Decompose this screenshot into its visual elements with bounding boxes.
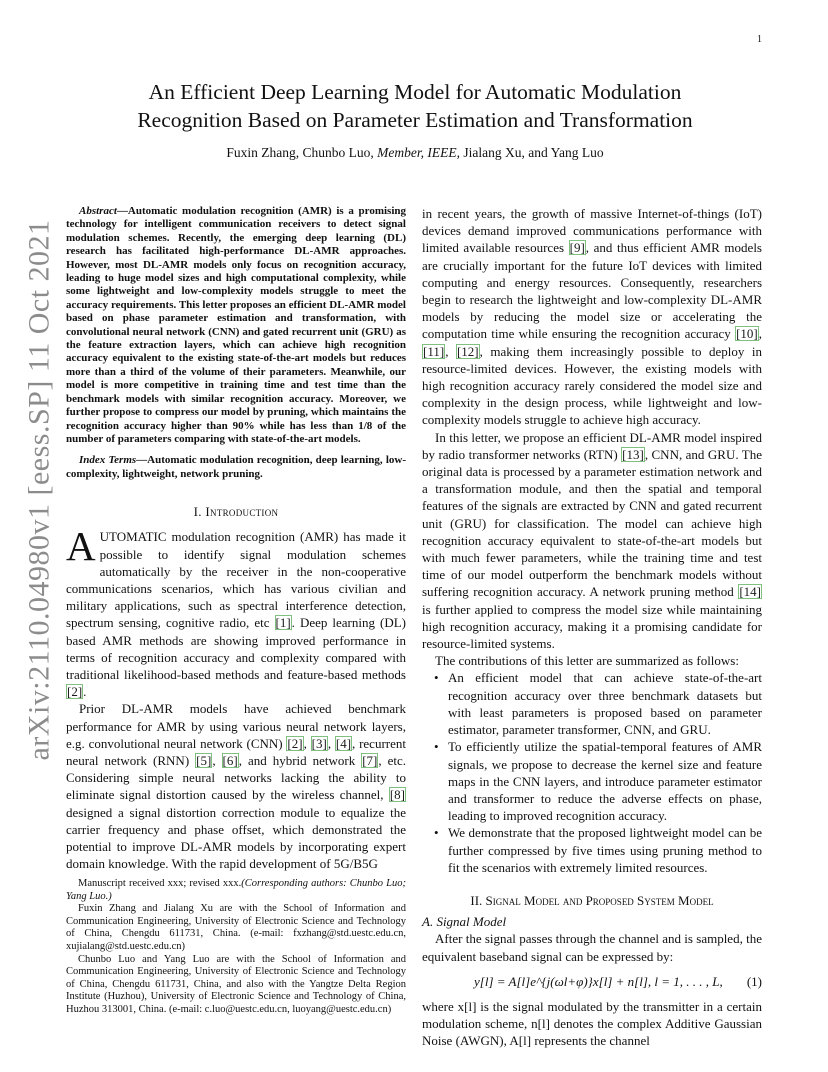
equation-number: (1): [746, 973, 762, 989]
equation-body: y[l] = A[l]e^{j(ωl+φ)}x[l] + n[l], l = 1, . . . , L,: [474, 973, 723, 989]
paragraph-text: Prior DL-AMR models have achieved benchmark performance for AMR by using various neural network layers, e.g. convolutional neural network (CNN): [66, 701, 406, 751]
citation-link[interactable]: [7]: [362, 752, 378, 768]
section-title: Introduction: [205, 504, 279, 520]
section-title: Signal Model and Proposed System Model: [485, 892, 714, 908]
authors-pre: Fuxin Zhang, Chunbo Luo,: [226, 145, 378, 160]
citation-link[interactable]: [2]: [67, 684, 83, 700]
authors-member: Member, IEEE,: [377, 145, 460, 160]
footnote-text: Manuscript received xxx; revised xxx.: [78, 878, 242, 889]
paper-title: [90, 78, 740, 134]
left-column: [66, 205, 406, 872]
index-terms-text: —Automatic modulation recognition, deep learning, low-complexity, lightweight, network pruning.: [66, 454, 406, 480]
section-number: II.: [470, 892, 486, 908]
index-terms: [66, 454, 406, 481]
citation-link[interactable]: [9]: [569, 240, 585, 256]
citation-link[interactable]: [13]: [622, 446, 644, 462]
paragraph-text: , etc. Considering simple neural networks lacking the ability to eliminate signal distortion caused by the wireless channel,: [66, 752, 407, 803]
contribution-item: • We demonstrate that the proposed lightweight model can be further compressed by five times using pruning method to fit the scenarios with extremely limited resources.: [422, 824, 762, 876]
section-heading-system-model: [422, 892, 762, 909]
citation-link[interactable]: [14]: [739, 584, 761, 600]
author-list: [90, 145, 740, 161]
right-paragraph-5: where x[l] is the signal modulated by the transmitter in a certain modulation scheme, n[l] denotes the complex Additive Gaussian Noise (AWGN), A[l] represents the channel: [422, 998, 762, 1049]
paragraph-text: is further applied to compress the model size while maintaining high recognition accuracy, making it a promising candidate for resource-limited systems.: [422, 601, 762, 652]
paragraph-text: , CNN, and GRU. The original data is processed by a parameter estimation network and a transformation module, and then the spatial and temporal features of the signals are extracted by CNN and gated recurrent unit (GRU) for classification. The model can achieve high recognition accuracy equivalent to state-of-the-art models but with much fewer parameters, while the training time and test time of our model outperform the benchmark models without suffering recognition accuracy. A network pruning method: [422, 446, 763, 600]
equation-1: [422, 965, 762, 998]
index-terms-label: Index Terms: [79, 454, 137, 467]
subsection-heading: A. Signal Model: [422, 914, 507, 930]
citation-link[interactable]: [11]: [423, 343, 445, 359]
abstract-text: —Automatic modulation recognition (AMR) is a promising technology for intelligent communication receivers to detect signal modulation schemes. Recently, the emerging deep learning (DL) research has facilitated high-performance DL-AMR approaches. However, most DL-AMR models only focus on recognition accuracy, leading to huge model sizes and high computational complexity, while some lightweight and low-complexity models struggle to meet the accuracy requirements. This letter proposes an efficient DL-AMR model based on phase parameter estimation and transformation, with convolutional neural network (CNN) and gated recurrent unit (GRU) as the feature extraction layers, which can achieve high recognition accuracy equivalent to the existing state-of-the-art models but reduces more than a third of the volume of their parameters. Meanwhile, our model is more competitive in training time and test time than the benchmark models with similar recognition accuracy. Moreover, we further propose to compress our model by pruning, which maintains the recognition accuracy higher than 90% while has less than 1/8 of the number of parameters comparing with state-of-the-art models.: [66, 205, 406, 445]
abstract: [66, 205, 406, 446]
paragraph-text: , and hybrid network: [238, 752, 362, 768]
title-line-1: An Efficient Deep Learning Model for Automatic Modulation: [148, 80, 682, 104]
paragraph-text: , recurrent neural network (RNN): [66, 735, 406, 768]
right-column: [422, 205, 762, 1050]
drop-cap: A: [66, 523, 96, 570]
citation-link[interactable]: [2]: [287, 735, 303, 751]
right-paragraph-3: The contributions of this letter are summarized as follows:: [435, 653, 739, 669]
paragraph-text: .: [83, 684, 87, 700]
paragraph-text: . Deep learning (DL) based AMR methods are showing improved performance in terms of recognition accuracy and complexity compared with traditional likelihood-based methods and feature-based methods: [66, 615, 406, 682]
arxiv-stamp: [10, 219, 70, 761]
citation-link[interactable]: [5]: [196, 752, 212, 768]
paragraph-text: , and thus efficient AMR models are crucially important for the future IoT devices with limited computing and energy resources. Consequently, researchers begin to research the lightweight and low-complexity DL-AMR models by reducing the model size or accelerating the computation time while ensuring the recognition accuracy: [422, 240, 762, 342]
page-number: 1: [757, 34, 762, 45]
contribution-item: • To efficiently utilize the spatial-temporal features of AMR signals, we propose to decrease the kernel size and feature maps in the CNN layers, and introduce parameter estimator and transformer to reduce the adverse effects on phase, leading to improved recognition accuracy.: [422, 738, 762, 824]
section-number: I.: [193, 504, 206, 520]
footnote-3: Chunbo Luo and Yang Luo are with the School of Information and Communication Engineering, University of Electronic Science and Technology of China, Chengdu 611731, China, and also with the Yangtze Delta Region Institute (Huzhou), University of Electronic Science and Technology of China, Huzhou 313001, China. (e-mail: c.luo@uestc.edu.cn, luoyang@uestc.edu.cn): [66, 953, 406, 1015]
footnote-corresponding: (Corresponding authors: Chunbo Luo; Yang Luo.): [66, 878, 406, 902]
citation-link[interactable]: [12]: [456, 343, 479, 359]
footnote-1: [66, 878, 406, 903]
contribution-list: [422, 669, 762, 875]
title-line-2: Recognition Based on Parameter Estimation and Transformation: [137, 108, 693, 132]
citation-link[interactable]: [8]: [389, 787, 405, 803]
section-heading-introduction: [66, 503, 406, 520]
citation-link[interactable]: [1]: [275, 615, 291, 631]
right-paragraph-1: in recent years, the growth of massive Internet-of-things (IoT) devices demand improved communications performance with limited available resources [9], and thus efficient AMR models are crucially important for the future IoT devices with limited computing and energy resources. Consequently, researchers begin to research the lightweight and low-complexity DL-AMR models by reducing the model size or accelerating the computation time while ensuring the recognition accuracy [10], [11], [12], making them increasingly possible to deploy in resource-limited devices. However, the existing models with high recognition accuracy rarely considered the model size and complexity in the design process, while lightweight and low-complexity models struggle to achieve high accuracy.: [422, 206, 763, 428]
citation-link[interactable]: [6]: [222, 752, 238, 768]
authors-post: Jialang Xu, and Yang Luo: [459, 145, 604, 160]
citation-link[interactable]: [3]: [311, 735, 327, 751]
paragraph-text: In this letter, we propose an efficient DL-AMR model inspired by radio transformer networks (RTN): [422, 429, 762, 462]
footnote-2: Fuxin Zhang and Jialang Xu are with the School of Information and Communication Engineering, University of Electronic Science and Technology of China, Chengdu 611731, China. (e-mail: fxzhang@std.uestc.edu.cn, xujialang@std.uestc.edu.cn): [66, 903, 406, 952]
paragraph-text: in recent years, the growth of massive Internet-of-things (IoT) devices demand improved communications performance with limited available resources: [422, 206, 762, 256]
right-paragraph-2: [422, 429, 762, 653]
citation-link[interactable]: [4]: [335, 735, 352, 751]
contribution-item: • An efficient model that can achieve state-of-the-art recognition accuracy over three benchmark datasets but with least parameters is proposed based on parameter estimator, parameter transformer, CNN, and GRU.: [422, 669, 762, 738]
paragraph-text: UTOMATIC modulation recognition (AMR) has made it possible to identify signal modulation schemes automatically by the receiver in the non-cooperative communications scenarios, which has various civilian and military applications, such as spectral interference detection, spectrum sensing, cognitive radio, etc: [66, 529, 406, 631]
paragraph-text: , making them increasingly possible to deploy in resource-limited devices. However, the existing models with high recognition accuracy rarely considered the model size and complexity in the design process, while lightweight and low-complexity models struggle to achieve high accuracy.: [422, 343, 763, 428]
footnotes: [66, 878, 406, 1017]
paragraph-text: designed a signal distortion correction module to equalize the carrier frequency and phase offset, which demonstrated the potential to improve DL-AMR models by incorporating expert domain knowledge. With the rapid development of 5G/B5G: [66, 804, 406, 872]
right-paragraph-4: After the signal passes through the channel and is sampled, the equivalent baseband signal can be expressed by:: [422, 931, 762, 964]
intro-paragraph-1: [66, 523, 406, 700]
abstract-label: Abstract: [79, 205, 117, 217]
arxiv-stamp-text: arXiv:2110.04980v1 [eess.SP] 11 Oct 2021: [23, 219, 56, 761]
citation-link[interactable]: [10]: [736, 326, 758, 342]
intro-paragraph-2: Prior DL-AMR models have achieved benchmark performance for AMR by using various neural network layers, e.g. convolutional neural network (CNN) [2], [3], [4], recurrent neural network (RNN) [5], [6], and hybrid network [7], etc. Considering simple neural networks lacking the ability to eliminate signal distortion caused by the wireless channel, [8] designed a signal distortion correction module to equalize the carrier frequency and phase offset, which demonstrated the potential to improve DL-AMR models by incorporating expert domain knowledge. With the rapid development of 5G/B5G: [66, 701, 407, 872]
